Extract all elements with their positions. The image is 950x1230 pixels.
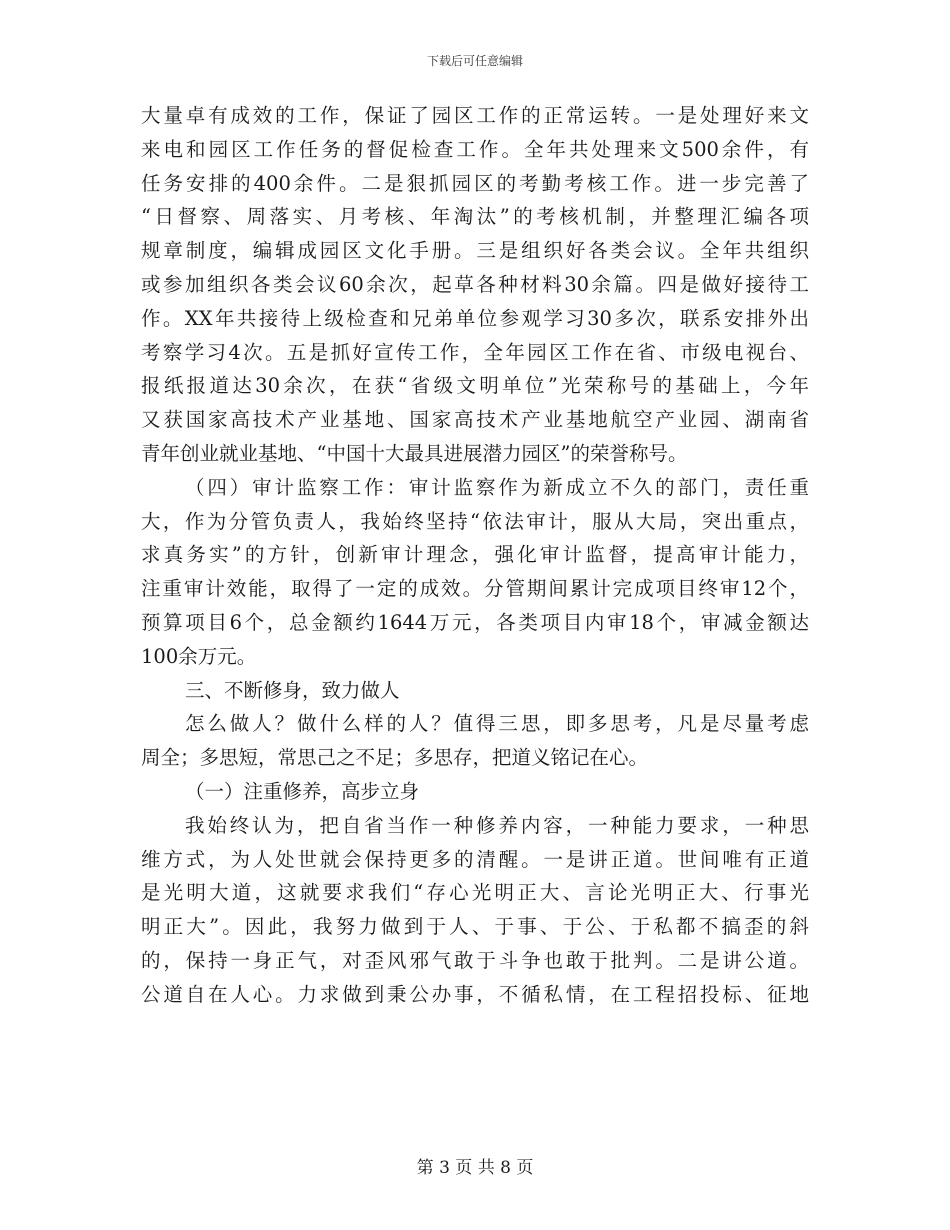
text-line: 求真务实”的方针，创新审计理念，强化审计监督，提高审计能力， bbox=[141, 543, 809, 567]
text-line: 或参加组织各类会议60余次，起草各种材料30余篇。四是做好接待工 bbox=[141, 272, 809, 296]
page-header-note: 下载后可任意编辑 bbox=[426, 54, 523, 68]
text-line: 的，保持一身正气，对歪风邪气敢于斗争也敢于批判。二是讲公道。 bbox=[141, 948, 809, 972]
text-line: 规章制度，编辑成园区文化手册。三是组织好各类会议。全年共组织 bbox=[141, 239, 809, 263]
text-line: 是光明大道，这就要求我们“存心光明正大、言论光明正大、行事光 bbox=[141, 881, 809, 905]
text-line: 周全；多思短，常思己之不足；多思存，把道义铭记在心。 bbox=[141, 746, 649, 770]
document-body bbox=[141, 99, 809, 1012]
text-line: 我始终认为，把自省当作一种修养内容，一种能力要求，一种思 bbox=[185, 813, 809, 837]
text-line: 报纸报道达30余次，在获“省级文明单位”光荣称号的基础上，今年 bbox=[141, 374, 809, 398]
text-line: 怎么做人？做什么样的人？值得三思，即多思考，凡是尽量考虑 bbox=[185, 712, 809, 736]
text-line: 明正大”。因此，我努力做到于人、于事、于公、于私都不搞歪的斜 bbox=[141, 915, 809, 939]
section-heading-audit: （四）审计监察工作：审计监察作为新成立不久的部门，责任重 bbox=[185, 475, 809, 499]
text-line: 预算项目6个，总金额约1644万元，各类项目内审18个，审减金额达 bbox=[141, 610, 809, 634]
text-line: 大，作为分管负责人，我始终坚持“依法审计，服从大局，突出重点， bbox=[141, 509, 809, 533]
section-heading-three: 三、不断修身，致力做人 bbox=[185, 678, 400, 702]
text-line: 注重审计效能，取得了一定的成效。分管期间累计完成项目终审12个， bbox=[141, 577, 809, 601]
text-line: 来电和园区工作任务的督促检查工作。全年共处理来文500余件，有 bbox=[141, 137, 809, 161]
text-line: 维方式，为人处世就会保持更多的清醒。一是讲正道。世间唯有正道 bbox=[141, 847, 809, 871]
text-line: 100余万元。 bbox=[141, 644, 257, 668]
text-line: 公道自在人心。力求做到秉公办事，不循私情，在工程招投标、征地 bbox=[141, 982, 809, 1006]
text-line: 青年创业就业基地、“中国十大最具进展潜力园区”的荣誉称号。 bbox=[141, 441, 688, 465]
text-line: 任务安排的400余件。二是狠抓园区的考勤考核工作。进一步完善了 bbox=[141, 171, 809, 195]
text-line: “日督察、周落实、月考核、年淘汰”的考核机制，并整理汇编各项 bbox=[141, 205, 809, 229]
text-line: 考察学习4次。五是抓好宣传工作，全年园区工作在省、市级电视台、 bbox=[141, 340, 809, 364]
text-line: 大量卓有成效的工作，保证了园区工作的正常运转。一是处理好来文 bbox=[141, 104, 809, 127]
subsection-heading-one: （一）注重修养，高步立身 bbox=[185, 779, 420, 803]
text-line: 作。XX年共接待上级检查和兄弟单位参观学习30多次，联系安排外出 bbox=[141, 306, 809, 330]
text-line: 又获国家高技术产业基地、国家高技术产业基地航空产业园、湖南省 bbox=[141, 408, 809, 432]
page-number: 第 3 页 共 8 页 bbox=[416, 1158, 534, 1178]
